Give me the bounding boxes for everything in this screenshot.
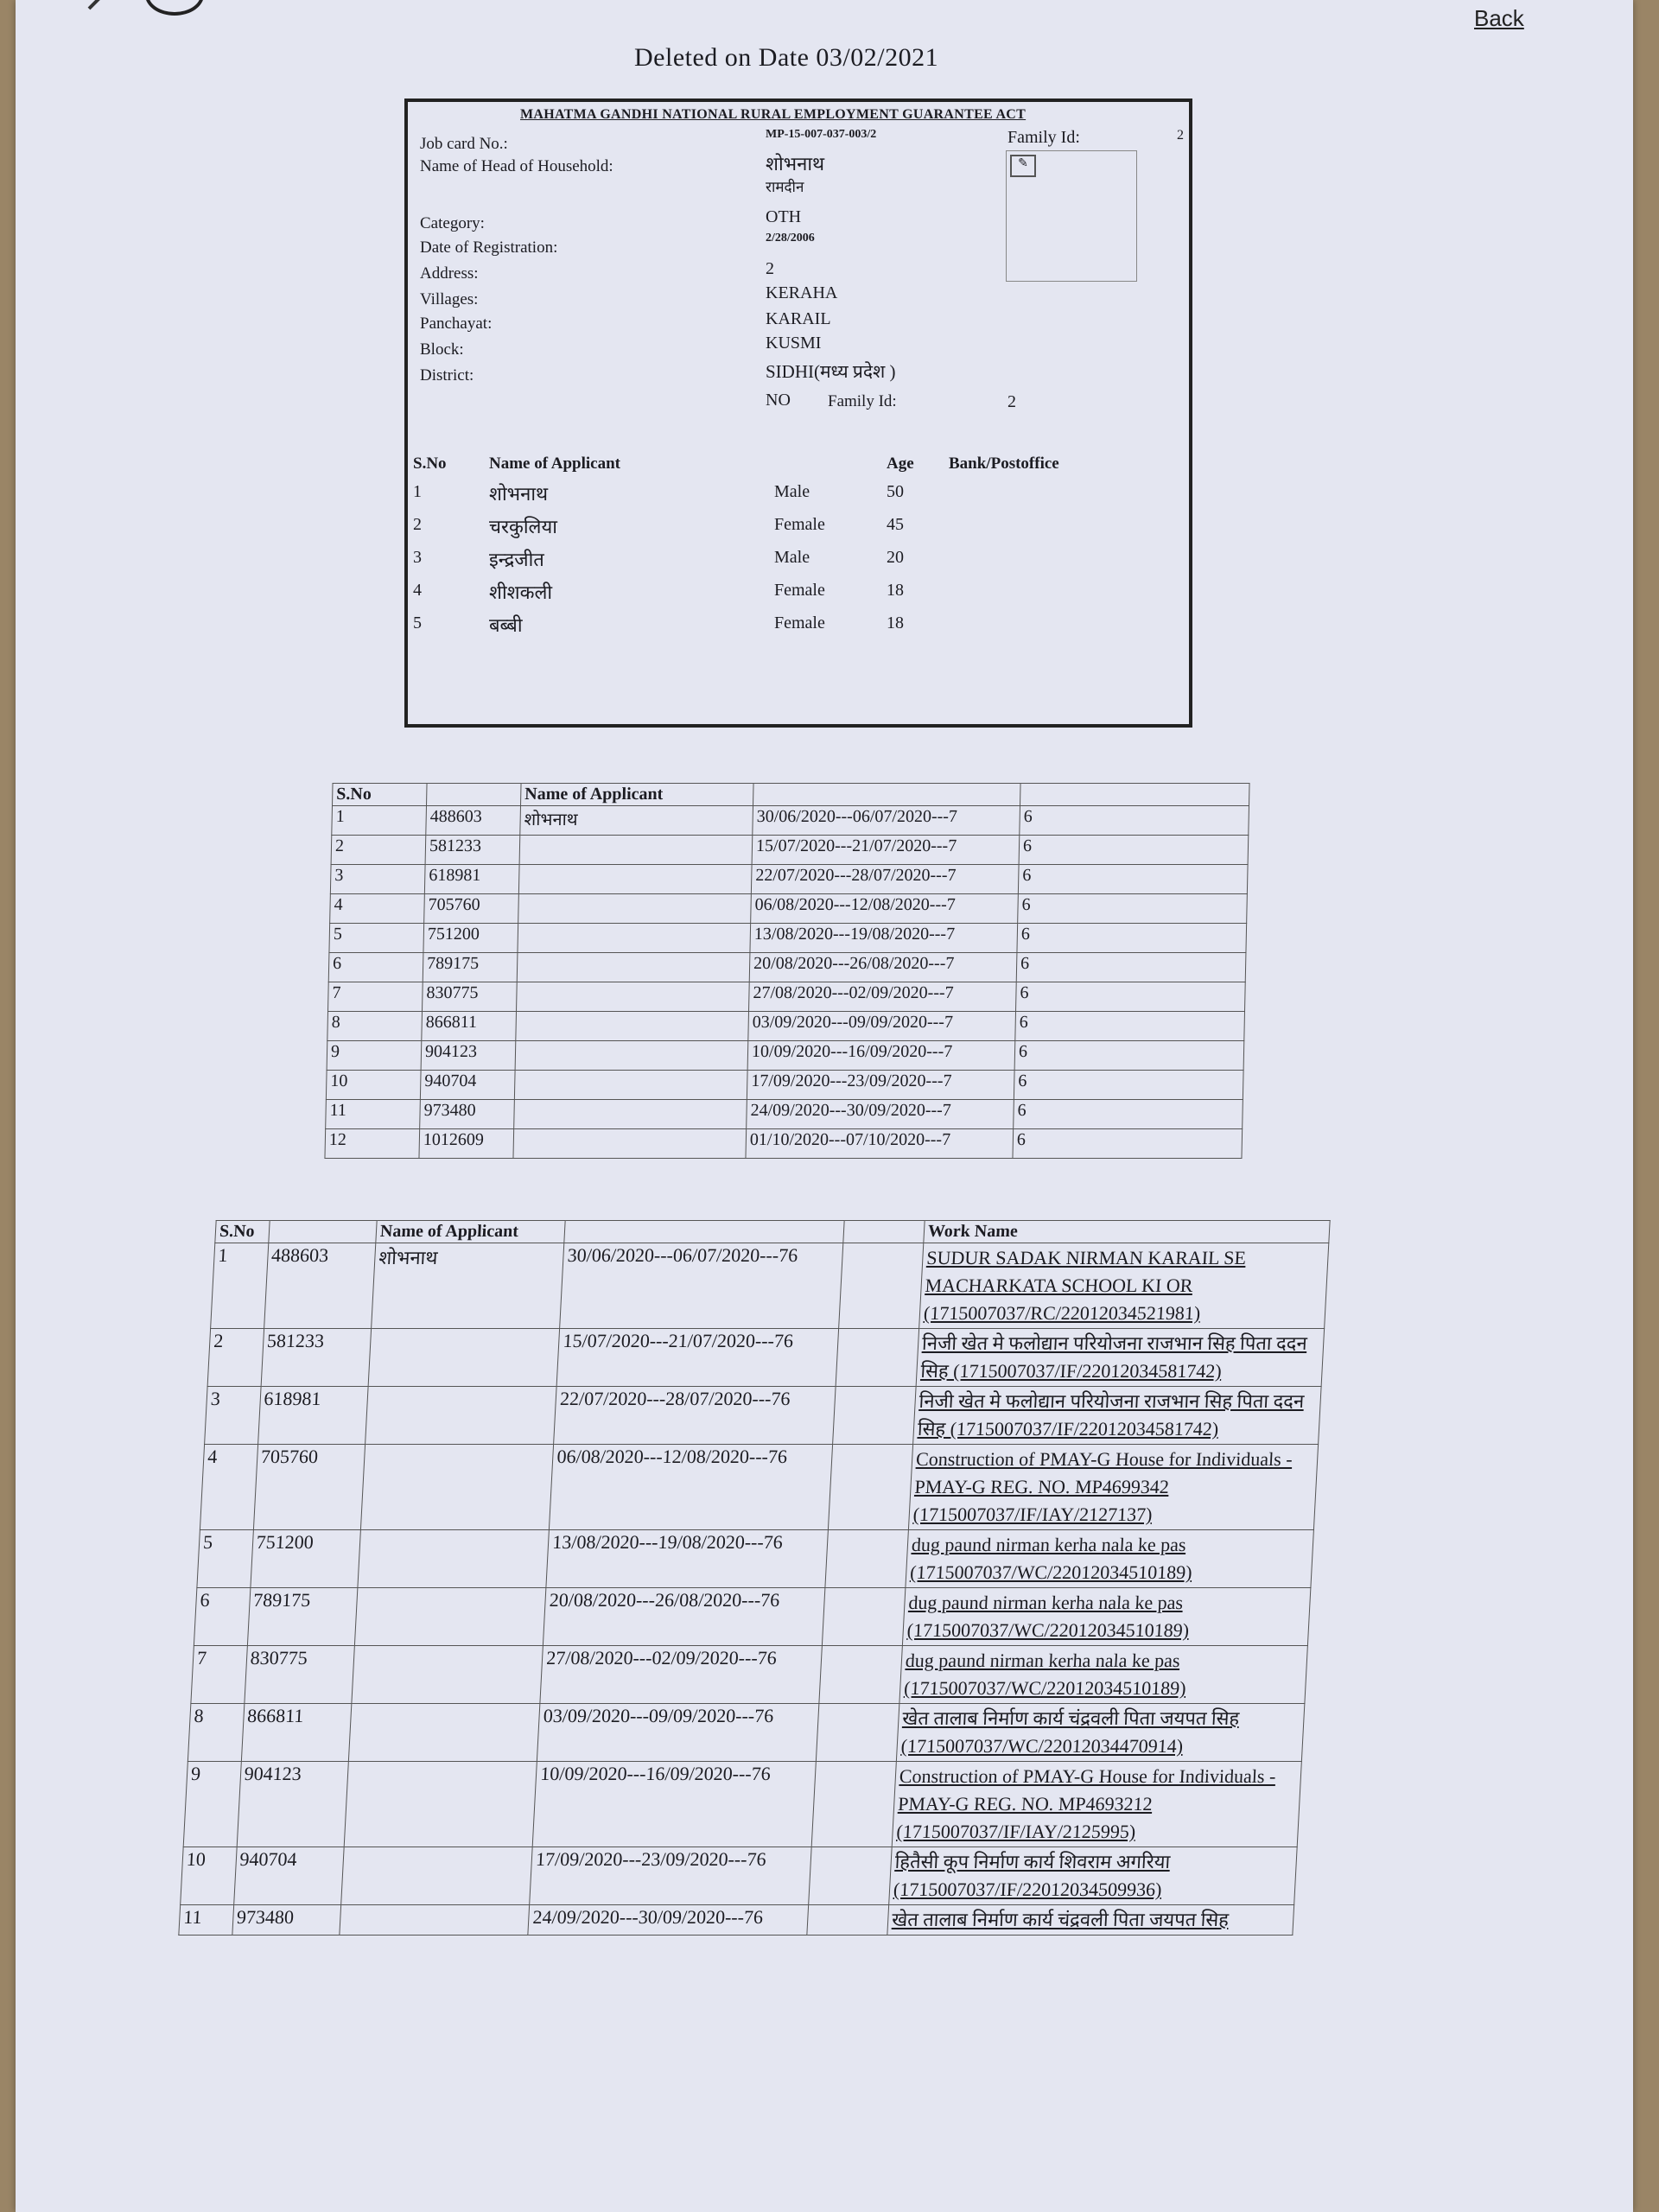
row-period: 17/09/2020---23/09/2020---7	[747, 1071, 1014, 1100]
row-name	[514, 1071, 747, 1100]
row-work-name: dug paund nirman kerha nala ke pas (1715007037/WC/22012034510189)	[906, 1530, 1314, 1588]
row-days: 6	[1013, 1129, 1243, 1159]
row-period: 17/09/2020---23/09/2020---76	[530, 1847, 811, 1905]
date-reg-value: 2/28/2006	[766, 232, 815, 245]
table-row	[181, 1847, 1298, 1905]
row-name	[344, 1762, 537, 1847]
row-sno: 10	[181, 1847, 237, 1905]
member-name: शोभनाथ	[489, 483, 549, 505]
member-name: बब्बी	[489, 614, 523, 636]
row-period: 01/10/2020---07/10/2020---7	[746, 1129, 1014, 1159]
col-sno-header: S.No	[333, 784, 428, 806]
table-row	[328, 953, 1246, 982]
row-days: 6	[1019, 836, 1249, 865]
table-row	[327, 1041, 1244, 1071]
head-value: शोभनाथ	[766, 153, 825, 175]
block-label: Block:	[420, 340, 464, 359]
row-work-name: Construction of PMAY-G House for Individuals -PMAY-G REG. NO. MP4699342 (1715007037/IF/IAY/2127137)	[908, 1445, 1318, 1530]
row-id: 581233	[261, 1329, 372, 1387]
row-id: 618981	[257, 1387, 368, 1445]
row-work-name: Construction of PMAY-G House for Individuals -PMAY-G REG. NO. MP4693212 (1715007037/IF/IAY/2125995)	[892, 1762, 1301, 1847]
row-sno: 1	[332, 806, 427, 836]
row-period: 24/09/2020---30/09/2020---76	[528, 1905, 809, 1936]
row-period: 13/08/2020---19/08/2020---76	[546, 1530, 828, 1588]
job-card-header: MAHATMA GANDHI NATIONAL RURAL EMPLOYMENT GUARANTEE ACT	[520, 107, 1027, 122]
member-age: 50	[887, 482, 904, 501]
row-name	[515, 1041, 748, 1071]
member-age: 18	[887, 581, 904, 600]
row-work-name: खेत तालाब निर्माण कार्य चंद्रवली पिता जयपत सिह (1715007037/WC/22012034470914)	[896, 1704, 1305, 1762]
row-work-name: SUDUR SADAK NIRMAN KARAIL SE MACHARKATA SCHOOL KI OR (1715007037/RC/22012034521981)	[919, 1243, 1329, 1329]
row-sno: 2	[207, 1329, 264, 1387]
row-period: 10/09/2020---16/09/2020---76	[532, 1762, 816, 1847]
member-gender: Male	[774, 548, 810, 567]
table-row	[200, 1445, 1318, 1530]
row-name	[518, 865, 752, 894]
row-period: 06/08/2020---12/08/2020---7	[751, 894, 1019, 924]
row-sno: 12	[325, 1129, 420, 1159]
row-period: 30/06/2020---06/07/2020---7	[753, 806, 1020, 836]
row-id: 904123	[237, 1762, 348, 1847]
row-work-name: हितैसी कूप निर्माण कार्य शिवराम अगरिया (1715007037/IF/22012034509936)	[889, 1847, 1298, 1905]
row-id: 973480	[232, 1905, 340, 1936]
row-blank	[828, 1445, 912, 1530]
row-sno: 11	[179, 1905, 233, 1936]
row-period: 06/08/2020---12/08/2020---76	[550, 1445, 833, 1530]
table-header-row	[215, 1221, 1330, 1243]
member-sno: 1	[413, 482, 422, 501]
row-blank	[809, 1847, 892, 1905]
table-row	[197, 1530, 1314, 1588]
row-name	[513, 1129, 747, 1159]
row-period: 30/06/2020---06/07/2020---76	[560, 1243, 843, 1329]
row-sno: 10	[326, 1071, 421, 1100]
work-table-body	[179, 1243, 1329, 1936]
row-blank	[836, 1329, 918, 1387]
row-name	[340, 1905, 530, 1936]
row-name	[517, 982, 750, 1012]
row-id: 705760	[424, 894, 519, 924]
villages-value: KERAHA	[766, 283, 838, 302]
member-name: इन्द्रजीत	[489, 549, 544, 570]
row-id: 866811	[241, 1704, 352, 1762]
row-name	[348, 1704, 540, 1762]
member-sno: 4	[413, 581, 422, 600]
row-name: शोभनाथ	[520, 806, 753, 836]
row-sno: 5	[197, 1530, 253, 1588]
block-value: KUSMI	[766, 334, 822, 353]
col-sno-header: S.No	[215, 1221, 270, 1243]
row-period: 22/07/2020---28/07/2020---76	[554, 1387, 836, 1445]
row-sno: 9	[183, 1762, 241, 1847]
row-name	[365, 1387, 557, 1445]
row-sno: 3	[330, 865, 425, 894]
category-value: OTH	[766, 207, 802, 226]
address-value: 2	[766, 259, 774, 278]
row-blank	[825, 1530, 908, 1588]
table-row	[211, 1243, 1329, 1329]
row-blank	[819, 1646, 902, 1704]
col-name-header: Name of Applicant	[521, 784, 754, 806]
col-blank-header	[843, 1221, 925, 1243]
row-id: 866811	[422, 1012, 517, 1041]
row-name	[516, 1012, 749, 1041]
row-name	[518, 924, 751, 953]
row-id: 705760	[253, 1445, 365, 1530]
row-period: 10/09/2020---16/09/2020---7	[747, 1041, 1015, 1071]
bpl-value: NO	[766, 391, 791, 410]
table-header-row	[333, 784, 1250, 806]
row-sno: 4	[200, 1445, 257, 1530]
col-id-header	[427, 784, 522, 806]
villages-label: Villages:	[420, 290, 479, 308]
row-days: 6	[1018, 865, 1248, 894]
row-sno: 7	[191, 1646, 247, 1704]
row-id: 488603	[426, 806, 521, 836]
back-link[interactable]: Back	[1474, 5, 1524, 31]
col-work-header: Work Name	[924, 1221, 1330, 1243]
row-name	[352, 1646, 543, 1704]
row-id: 789175	[423, 953, 518, 982]
district-value: SIDHI(मध्य प्रदेश )	[766, 361, 896, 382]
member-name: चरकुलिया	[489, 516, 557, 537]
col-period-header	[564, 1221, 844, 1243]
row-period: 03/09/2020---09/09/2020---7	[748, 1012, 1016, 1041]
date-reg-label: Date of Registration:	[420, 238, 558, 257]
row-id: 618981	[424, 865, 519, 894]
row-sno: 11	[326, 1100, 421, 1129]
row-name	[368, 1329, 560, 1387]
row-work-name: निजी खेत मे फलोद्यान परियोजना राजभान सिह पिता ददन सिह (1715007037/IF/22012034581742)	[913, 1387, 1322, 1445]
row-period: 22/07/2020---28/07/2020---7	[751, 865, 1019, 894]
job-card-no-label: Job card No.:	[420, 135, 508, 153]
table-row	[205, 1387, 1322, 1445]
row-name	[519, 836, 753, 865]
row-sno: 8	[327, 1012, 423, 1041]
col-id-header	[268, 1221, 377, 1243]
row-id: 751200	[423, 924, 518, 953]
row-name	[360, 1445, 554, 1530]
row-id: 789175	[247, 1588, 358, 1646]
member-gender: Male	[774, 482, 810, 501]
row-work-name: dug paund nirman kerha nala ke pas (1715007037/WC/22012034510189)	[899, 1646, 1308, 1704]
row-work-name: खेत तालाब निर्माण कार्य चंद्रवली पिता जयपत सिह	[887, 1905, 1294, 1936]
table-row	[329, 924, 1247, 953]
row-sno: 1	[211, 1243, 269, 1329]
row-sno: 9	[327, 1041, 422, 1071]
table-row	[326, 1071, 1243, 1100]
row-period: 03/09/2020---09/09/2020---76	[537, 1704, 819, 1762]
table-row	[330, 894, 1248, 924]
row-days: 6	[1017, 924, 1247, 953]
panchayat-value: KARAIL	[766, 309, 831, 328]
member-gender: Female	[774, 581, 825, 600]
pen-mark	[88, 0, 127, 10]
row-id: 830775	[244, 1646, 354, 1704]
row-id: 581233	[425, 836, 520, 865]
row-work-name: dug paund nirman kerha nala ke pas (1715007037/WC/22012034510189)	[902, 1588, 1311, 1646]
table-row	[207, 1329, 1325, 1387]
member-age: 18	[887, 613, 904, 632]
row-name	[514, 1100, 747, 1129]
row-id: 488603	[264, 1243, 375, 1329]
member-age: 45	[887, 515, 904, 534]
table-row	[191, 1646, 1308, 1704]
job-card-no-value: MP-15-007-037-003/2	[766, 128, 877, 141]
row-work-name: निजी खेत मे फलोद्यान परियोजना राजभान सिह पिता ददन सिह (1715007037/IF/22012034581742)	[916, 1329, 1325, 1387]
member-gender: Female	[774, 613, 825, 632]
row-days: 6	[1016, 953, 1246, 982]
table-row	[188, 1704, 1305, 1762]
row-id: 940704	[420, 1071, 515, 1100]
row-id: 751200	[251, 1530, 361, 1588]
row-period: 15/07/2020---21/07/2020---76	[556, 1329, 838, 1387]
row-name	[517, 953, 750, 982]
row-sno: 3	[205, 1387, 261, 1445]
table-row	[328, 982, 1246, 1012]
row-days: 6	[1015, 1012, 1245, 1041]
row-period: 13/08/2020---19/08/2020---7	[750, 924, 1018, 953]
head-label: Name of Head of Household:	[420, 157, 613, 175]
row-id: 904123	[421, 1041, 516, 1071]
row-period: 20/08/2020---26/08/2020---76	[543, 1588, 825, 1646]
row-days: 6	[1014, 1100, 1243, 1129]
photo-box	[1006, 150, 1137, 282]
member-name: शीशकली	[489, 582, 553, 603]
row-sno: 6	[194, 1588, 250, 1646]
table-row	[325, 1129, 1243, 1159]
row-name	[354, 1588, 546, 1646]
district-label: District:	[420, 366, 474, 385]
family-id-label: Family Id:	[828, 392, 897, 410]
row-id: 1012609	[419, 1129, 514, 1159]
table-row	[332, 806, 1249, 836]
family-id-top-value: 2	[1177, 128, 1184, 143]
row-blank	[811, 1762, 896, 1847]
family-id-top-label: Family Id:	[1007, 128, 1080, 147]
row-name	[358, 1530, 550, 1588]
table-row	[326, 1100, 1243, 1129]
member-sno: 2	[413, 515, 422, 534]
row-blank	[807, 1905, 889, 1936]
table-row	[183, 1762, 1301, 1847]
member-gender: Female	[774, 515, 825, 534]
row-period: 24/09/2020---30/09/2020---7	[747, 1100, 1014, 1129]
row-sno: 6	[328, 953, 423, 982]
col-period-header	[753, 784, 1021, 806]
panchayat-label: Panchayat:	[420, 315, 493, 333]
row-name: शोभनाथ	[372, 1243, 565, 1329]
table-row	[327, 1012, 1245, 1041]
row-id: 940704	[233, 1847, 344, 1905]
table-row	[194, 1588, 1311, 1646]
table-row	[179, 1905, 1294, 1936]
attendance-table	[324, 783, 1249, 1159]
row-sno: 5	[329, 924, 424, 953]
row-days: 6	[1014, 1071, 1243, 1100]
category-label: Category:	[420, 214, 485, 232]
row-days: 6	[1016, 982, 1246, 1012]
member-bank-header: Bank/Postoffice	[949, 454, 1059, 473]
member-age-header: Age	[887, 454, 914, 473]
circle-mark	[145, 0, 204, 16]
col-name-header: Name of Applicant	[376, 1221, 566, 1243]
member-age: 20	[887, 548, 904, 567]
row-period: 27/08/2020---02/09/2020---76	[540, 1646, 822, 1704]
job-card-box	[404, 99, 1192, 728]
father-value: रामदीन	[766, 179, 804, 195]
row-name	[518, 894, 752, 924]
row-period: 15/07/2020---21/07/2020---7	[752, 836, 1020, 865]
row-days: 6	[1020, 806, 1249, 836]
row-blank	[822, 1588, 905, 1646]
table-row	[331, 836, 1249, 865]
broken-image-icon: ✎	[1010, 155, 1036, 177]
member-sno: 5	[413, 613, 422, 632]
row-sno: 4	[330, 894, 425, 924]
work-table	[178, 1220, 1330, 1936]
member-sno: 3	[413, 548, 422, 567]
row-blank	[833, 1387, 916, 1445]
row-sno: 2	[331, 836, 426, 865]
col-days-header	[1020, 784, 1250, 806]
attendance-table-body	[325, 806, 1249, 1159]
row-blank	[816, 1704, 899, 1762]
row-days: 6	[1014, 1041, 1244, 1071]
member-sno-header: S.No	[413, 454, 447, 473]
row-id: 973480	[420, 1100, 515, 1129]
member-name-header: Name of Applicant	[489, 454, 620, 473]
paper-sheet	[16, 0, 1633, 2212]
row-name	[341, 1847, 533, 1905]
row-period: 20/08/2020---26/08/2020---7	[749, 953, 1017, 982]
row-days: 6	[1018, 894, 1248, 924]
table-row	[330, 865, 1248, 894]
address-label: Address:	[420, 264, 479, 283]
row-id: 830775	[423, 982, 518, 1012]
row-sno: 7	[328, 982, 423, 1012]
row-period: 27/08/2020---02/09/2020---7	[749, 982, 1017, 1012]
page-title: Deleted on Date 03/02/2021	[634, 43, 939, 72]
row-blank	[839, 1243, 924, 1329]
family-id-value: 2	[1007, 392, 1016, 411]
row-sno: 8	[188, 1704, 244, 1762]
